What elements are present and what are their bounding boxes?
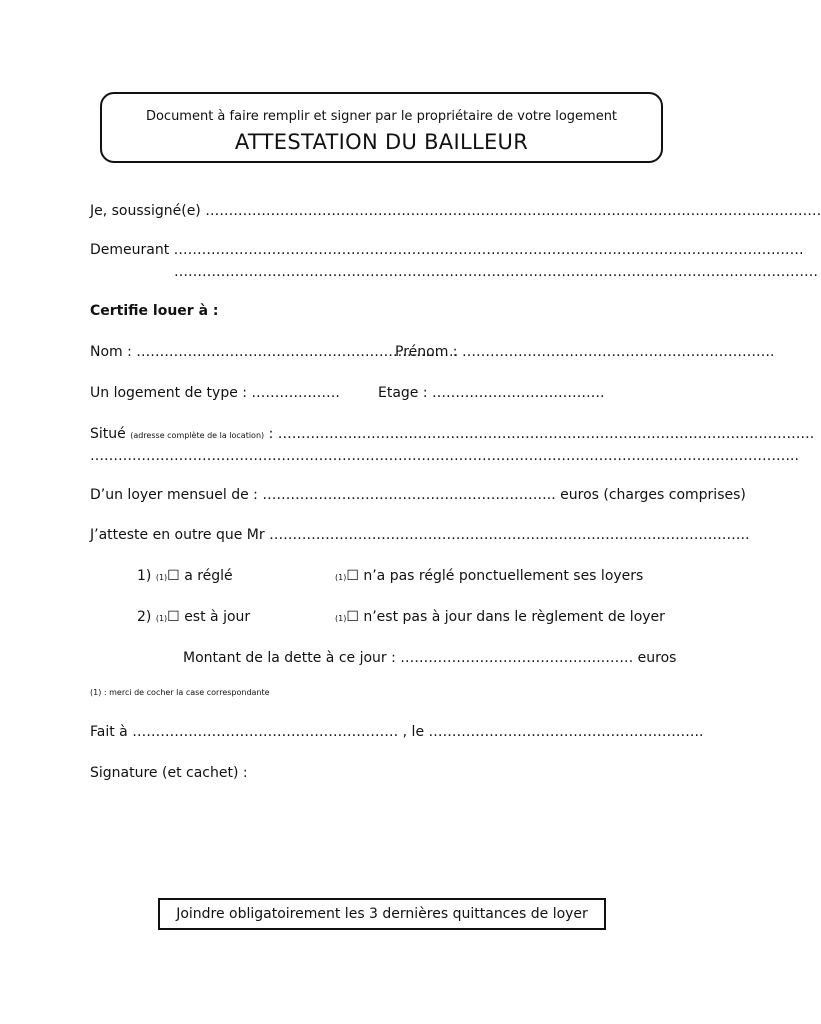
checkbox-icon[interactable]: ☐ — [346, 609, 359, 625]
signature-label: Signature (et cachet) : — [90, 765, 248, 781]
etage-field: Etage : ………………………………. — [378, 385, 605, 401]
situe-label: Situé — [90, 426, 126, 442]
situe-continuation: …………………………………………………………………………………………………………………………………….. — [90, 448, 799, 464]
question-2-number: 2) — [137, 609, 152, 625]
nom-field: Nom : …………………………………………………………… — [90, 344, 459, 360]
question-1-option-1 — [137, 568, 233, 586]
footnote-ref: (1) — [155, 614, 168, 623]
loyer-line: D’un loyer mensuel de : …………………………………….……………….. euros (charges comprises) — [90, 487, 746, 503]
prenom-field: Prénom : …………………………………………………………. — [395, 344, 775, 360]
footnote-ref: (1) — [335, 573, 347, 582]
footnote-ref: (1) — [155, 573, 168, 582]
header-subtitle: Document à faire remplir et signer par le propriétaire de votre logement — [145, 109, 618, 124]
checkbox-icon[interactable]: ☐ — [167, 568, 180, 584]
certifie-heading: Certifie louer à : — [90, 303, 219, 319]
checkbox-icon[interactable]: ☐ — [346, 568, 359, 584]
demeurant-continuation: ………………………………………………………………………………………………………………………… — [174, 264, 818, 280]
question-2-option-1 — [137, 609, 250, 627]
question-1-number: 1) — [137, 568, 152, 584]
document-title: ATTESTATION DU BAILLEUR — [234, 130, 529, 154]
soussigne-line: Je, soussigné(e) …………………………………………………………………………………………………………………… — [90, 203, 821, 219]
option-label: a réglé — [184, 568, 233, 584]
fait-a-line: Fait à ………………………………………………… , le ………………………………………………….. — [90, 724, 704, 740]
header-box — [100, 92, 663, 163]
situe-note: (adresse complète de la location) — [130, 431, 265, 440]
footnote-ref: (1) — [335, 614, 347, 623]
checkbox-icon[interactable]: ☐ — [167, 609, 180, 625]
situe-line — [90, 426, 815, 444]
option-label: n’a pas réglé ponctuellement ses loyers — [363, 568, 644, 584]
situe-dots: : ……………………………………………………………………………………………………. — [268, 426, 815, 442]
attachment-note: Joindre obligatoirement les 3 dernières quittances de loyer — [158, 898, 606, 930]
option-label: est à jour — [184, 609, 251, 625]
demeurant-line: Demeurant ……………………………………………………………………………………………………………………… — [90, 242, 804, 258]
question-1-option-2 — [335, 568, 643, 586]
atteste-line: J’atteste en outre que Mr …………………………………………………………………………………………. — [90, 527, 750, 543]
dette-line: Montant de la dette à ce jour : ……………………………………..…… euros — [183, 650, 677, 666]
logement-type-field: Un logement de type : ………………. — [90, 385, 340, 401]
option-label: n’est pas à jour dans le règlement de loyer — [363, 609, 665, 625]
footnote: (1) : merci de cocher la case correspondante — [90, 688, 270, 697]
question-2-option-2 — [335, 609, 665, 627]
